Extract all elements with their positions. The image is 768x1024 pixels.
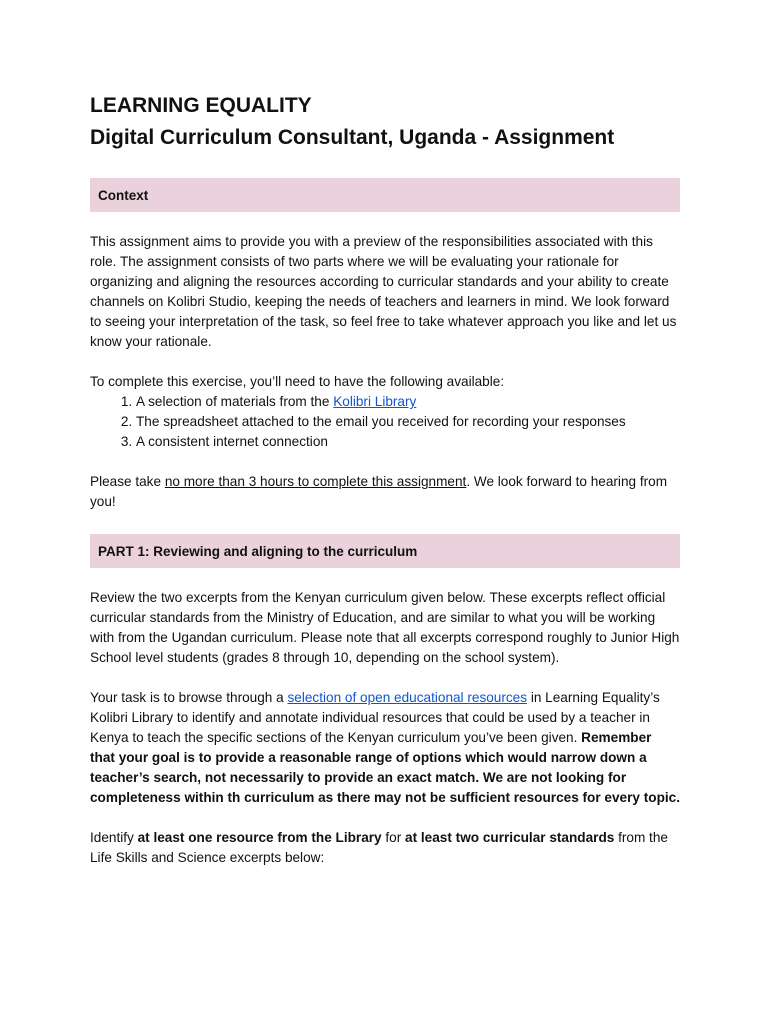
part1-section-heading	[90, 534, 680, 568]
identify-bold-standards: at least two curricular standards	[405, 830, 615, 845]
requirement-item	[136, 432, 680, 452]
org-title: LEARNING EQUALITY	[90, 94, 312, 117]
task-prefix: Your task is to browse through a	[90, 690, 288, 705]
time-prefix: Please take	[90, 474, 165, 489]
time-limit-paragraph	[90, 472, 680, 512]
context-section-heading	[90, 178, 680, 212]
requirement-text: A selection of materials from the	[136, 394, 334, 409]
document-title: Digital Curriculum Consultant, Uganda - Assignment	[90, 126, 615, 149]
requirement-item	[136, 412, 680, 432]
task-paragraph	[90, 688, 680, 808]
identify-text: from the Life Skills and Science excerpts below:	[90, 830, 668, 865]
requirements-list	[90, 392, 680, 452]
time-suffix: . We look forward to hearing from you!	[90, 474, 668, 509]
identify-text: Identify	[90, 830, 138, 845]
requirement-text: A consistent internet connection	[136, 434, 328, 449]
oer-selection-link[interactable]: selection of open educational resources	[287, 690, 528, 705]
identify-paragraph	[90, 828, 680, 868]
identify-text: for	[381, 830, 406, 845]
context-intro-paragraph: This assignment aims to provide you with a preview of the responsibilities associated with this role. The assignment consists of two parts where we will be evaluating your rationale for organizing and aligning the resources according to curricular standards and your ability to create channels on Kolibri Studio, keeping the needs of teachers and learners in mind. We look forward to seeing your interpretation of the task, so feel free to take whatever approach you like and let us know your rationale.	[90, 234, 677, 349]
part1-heading-text: PART 1: Reviewing and aligning to the curriculum	[98, 543, 418, 559]
task-middle: in Learning Equality’s Kolibri Library to identify and annotate individual resources that could be used by a teacher in Kenya to teach the specific sections of the Kenyan curriculum you’ve been given.	[90, 690, 660, 745]
context-heading-text: Context	[98, 187, 149, 203]
identify-bold-resource: at least one resource from the Library	[137, 830, 382, 845]
requirements-lead: To complete this exercise, you’ll need to have the following available:	[90, 374, 505, 389]
time-limit-underlined: no more than 3 hours to complete this assignment	[164, 474, 467, 489]
task-bold-reminder: Remember that your goal is to provide a reasonable range of options which would narrow down a teacher’s search, not necessarily to provide an exact match. We are not looking for completeness within th curriculum as there may not be sufficient resources for every topic.	[90, 730, 680, 805]
requirement-item	[136, 392, 680, 412]
document-page	[90, 92, 680, 868]
review-paragraph: Review the two excerpts from the Kenyan curriculum given below. These excerpts reflect official curricular standards from the Ministry of Education, and are similar to what you will be working with from the Ugandan curriculum. Please note that all excerpts correspond roughly to Junior High School level students (grades 8 through 10, depending on the school system).	[90, 590, 680, 665]
requirement-text: The spreadsheet attached to the email you received for recording your responses	[136, 414, 626, 429]
kolibri-library-link[interactable]: Kolibri Library	[333, 394, 417, 409]
